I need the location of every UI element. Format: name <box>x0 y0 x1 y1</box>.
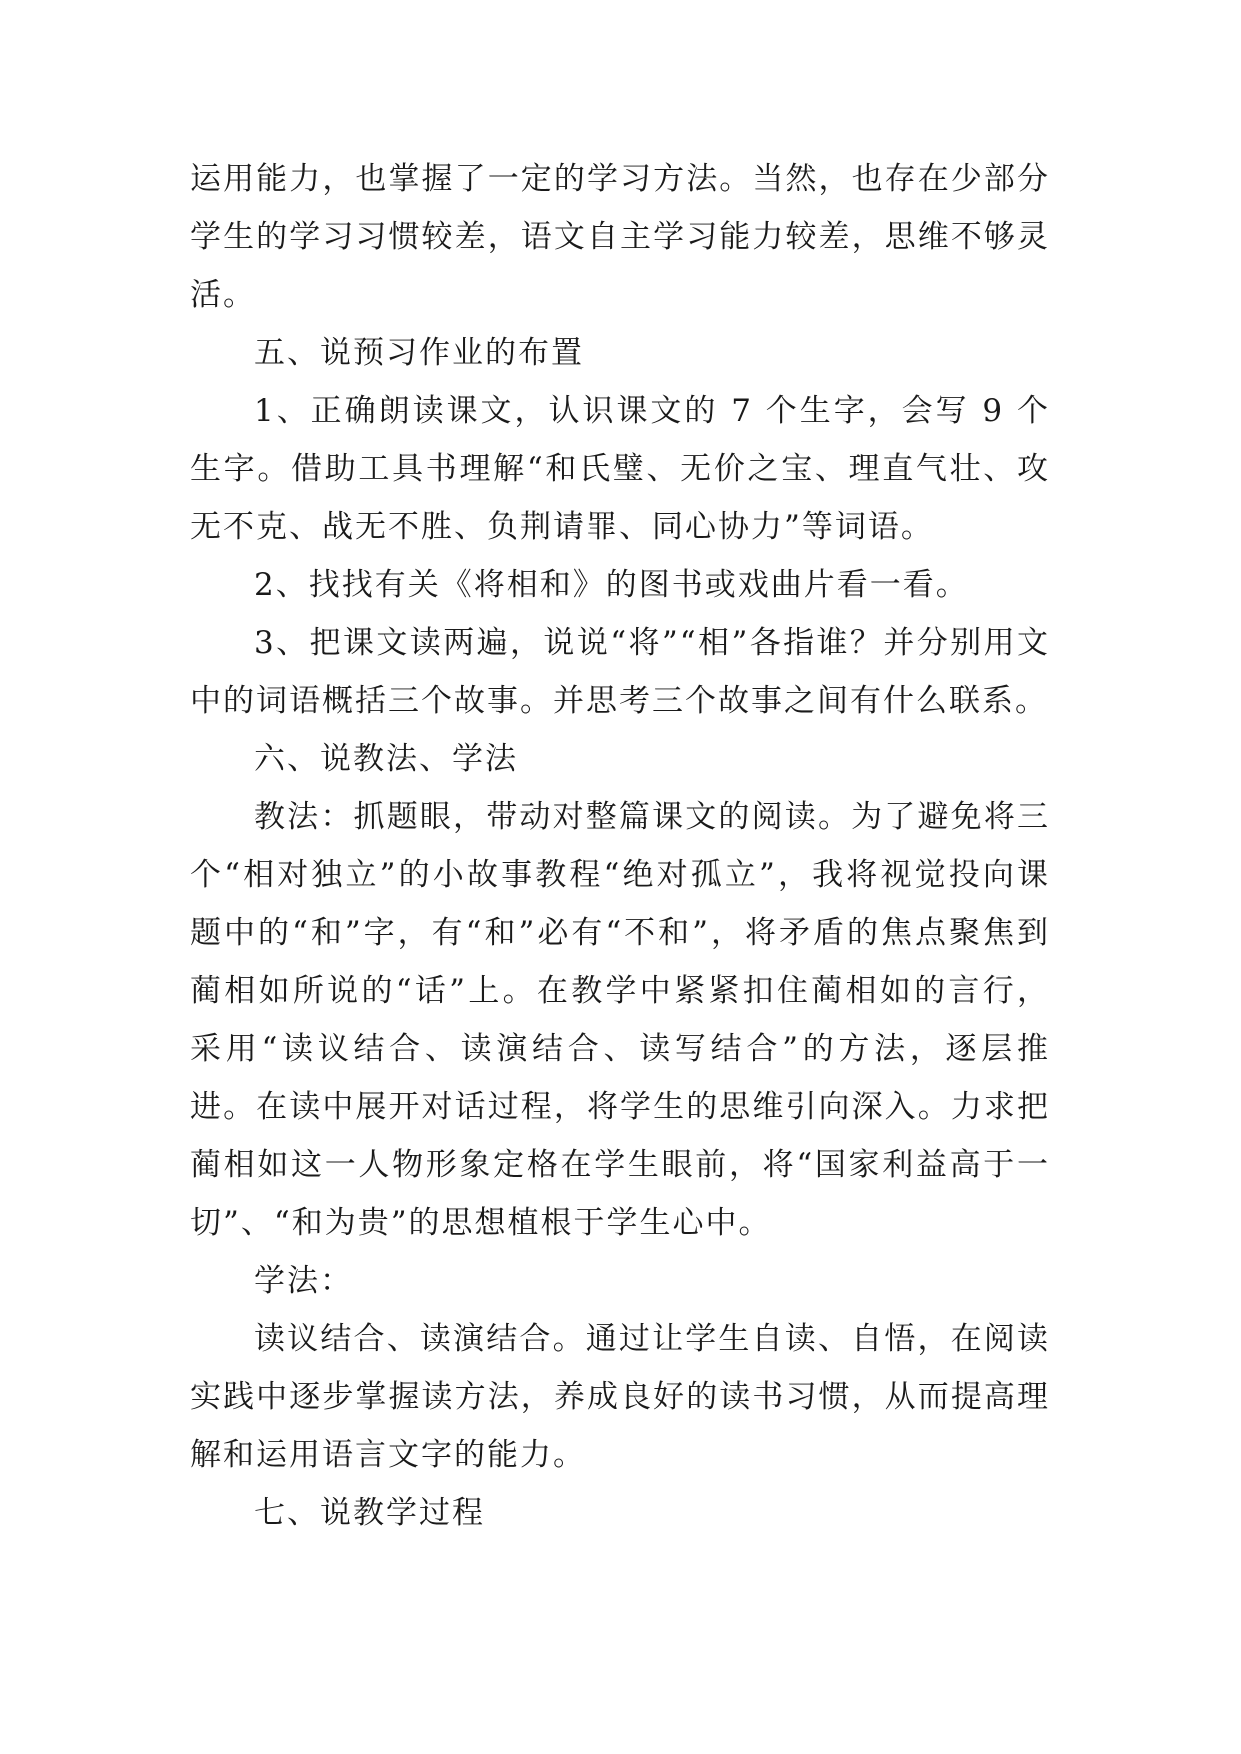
learning-method-paragraph: 读议结合、读演结合。通过让学生自读、自悟，在阅读实践中逐步掌握读方法，养成良好的读书习惯，从而提高理解和运用语言文字的能力。 <box>190 1321 1050 1473</box>
section-heading-process: 七、说教学过程 <box>254 1495 485 1531</box>
homework-item-1: 1、正确朗读课文，认识课文的 7 个生字，会写 9 个生字。借助工具书理解“和氏璧、无价之宝、理直气壮、攻无不克、战无不胜、负荆请罪、同心协力”等词语。 <box>190 393 1050 545</box>
homework-item-3: 3、把课文读两遍，说说“将”“相”各指谁？并分别用文中的词语概括三个故事。并思考三个故事之间有什么联系。 <box>190 625 1050 719</box>
document-page <box>190 150 1050 1542</box>
learning-method-label: 学法： <box>254 1263 353 1299</box>
section-heading-homework: 五、说预习作业的布置 <box>254 335 584 371</box>
paragraph-intro-continuation: 运用能力，也掌握了一定的学习方法。当然，也存在少部分学生的学习习惯较差，语文自主学习能力较差，思维不够灵活。 <box>190 161 1050 313</box>
section-heading-methods: 六、说教法、学法 <box>254 741 518 777</box>
teaching-method-paragraph: 教法：抓题眼，带动对整篇课文的阅读。为了避免将三个“相对独立”的小故事教程“绝对孤立”，我将视觉投向课题中的“和”字，有“和”必有“不和”，将矛盾的焦点聚焦到蔺相如所说的“话”上。在教学中紧紧扣住蔺相如的言行，采用“读议结合、读演结合、读写结合”的方法，逐层推进。在读中展开对话过程，将学生的思维引向深入。力求把蔺相如这一人物形象定格在学生眼前，将“国家利益高于一切”、“和为贵”的思想植根于学生心中。 <box>190 799 1050 1241</box>
homework-item-2: 2、找找有关《将相和》的图书或戏曲片看一看。 <box>254 567 969 603</box>
